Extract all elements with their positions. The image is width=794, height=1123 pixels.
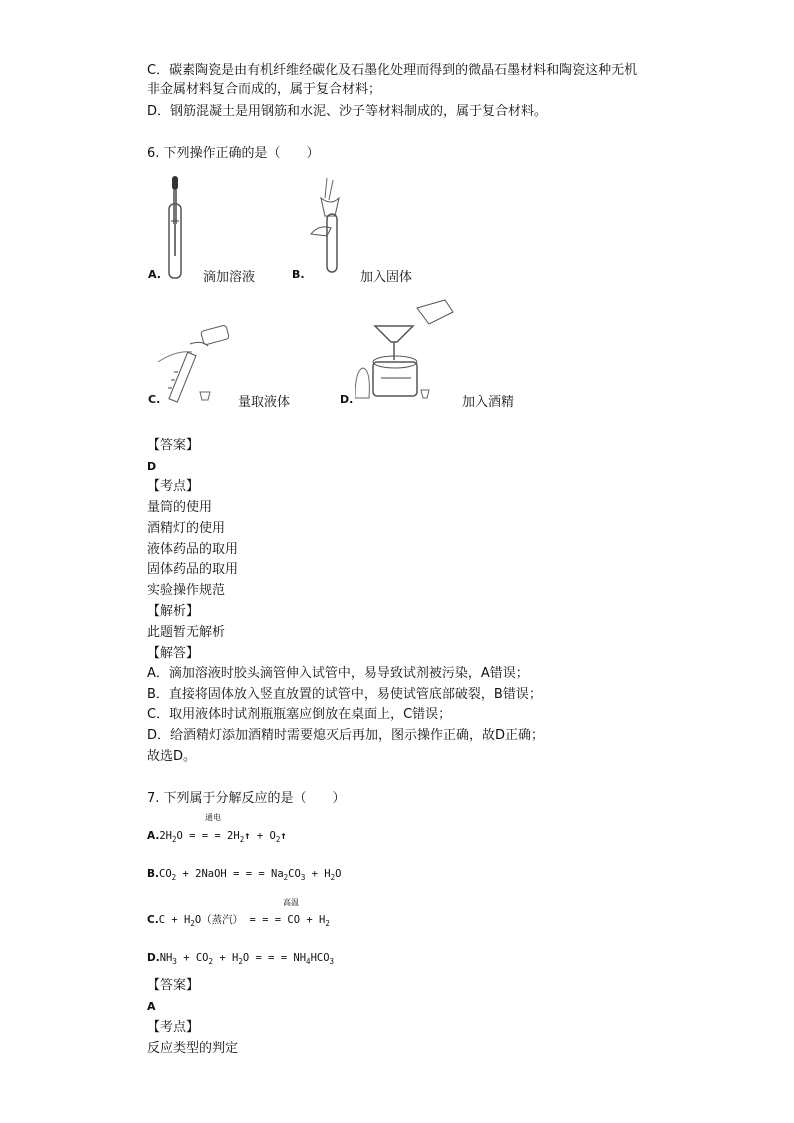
q6-title: 6. 下列操作正确的是（ ） — [147, 146, 320, 161]
q6-option-c-letter: C. — [148, 393, 161, 406]
q6-point: 酒精灯的使用 — [147, 521, 226, 536]
q6-option-a-caption: 滴加溶液 — [203, 270, 256, 285]
measuring-cylinder-figure — [158, 322, 238, 404]
q6-option-a-letter: A. — [148, 268, 161, 281]
q6-option-d-letter: D. — [340, 393, 354, 406]
q6-point: 固体药品的取用 — [147, 562, 239, 577]
adding-solid-figure — [305, 176, 350, 276]
q6-analysis-heading: 【解析】 — [147, 604, 200, 619]
q6-option-b-letter: B. — [292, 268, 305, 281]
q7-option-c: $C.C + H_2O$（蒸汽） = = = CO + $H_2$ — [147, 914, 330, 928]
q6-point: 液体药品的取用 — [147, 542, 239, 557]
q6-solution-line: D．给酒精灯添加酒精时需要熄灭后再加，图示操作正确，故D正确； — [147, 728, 545, 743]
q7-c-condition: 高温 — [283, 898, 299, 907]
q6-option-c-caption: 量取液体 — [238, 395, 291, 410]
q7-option-d: $D.NH_3 + CO_2 + H_2O$ = = = $NH_4HCO_3$ — [147, 952, 335, 966]
q7-title: 7. 下列属于分解反应的是（ ） — [147, 791, 346, 806]
q7-points-heading: 【考点】 — [147, 1020, 200, 1035]
option-c-line1: C．碳素陶瓷是由有机纤维经碳化及石墨化处理而得到的微晶石墨材料和陶瓷这种无机 — [147, 63, 638, 78]
q6-solution-line: B．直接将固体放入竖直放置的试管中，易使试管底部破裂，B错误； — [147, 687, 542, 702]
alcohol-lamp-figure — [355, 298, 465, 404]
q7-point: 反应类型的判定 — [147, 1041, 239, 1056]
q7-answer: A — [147, 1000, 156, 1013]
q6-solution-heading: 【解答】 — [147, 646, 200, 661]
q6-points-heading: 【考点】 — [147, 479, 200, 494]
q6-solution-line: C．取用液体时试剂瓶瓶塞应倒放在桌面上，C错误； — [147, 707, 452, 722]
q7-a-condition: 通电 — [205, 813, 221, 822]
q6-solution-line: A．滴加溶液时胶头滴管伸入试管中，易导致试剂被污染，A错误； — [147, 666, 529, 681]
q6-answer-heading: 【答案】 — [147, 438, 200, 453]
q6-point: 量筒的使用 — [147, 500, 213, 515]
q6-analysis: 此题暂无解析 — [147, 625, 226, 640]
option-c-line2: 非金属材料复合而成的，属于复合材料； — [147, 82, 382, 97]
q7-option-a: $A.2H_2O$ = = = $2H_2↑$ + $O_2↑$ — [147, 830, 287, 844]
q6-answer: D — [147, 460, 157, 473]
q6-option-b-caption: 加入固体 — [360, 270, 413, 285]
q6-point: 实验操作规范 — [147, 583, 226, 598]
q6-option-d-caption: 加入酒精 — [462, 395, 515, 410]
q7-option-b: $B.CO_2$ + 2NaOH = = = $Na_2CO_3 + H_2O$ — [147, 868, 342, 882]
option-d-line: D．钢筋混凝土是用钢筋和水泥、沙子等材料制成的，属于复合材料。 — [147, 104, 548, 119]
dropper-tube-figure — [160, 176, 190, 282]
q6-solution-line: 故选D。 — [147, 749, 197, 764]
q7-answer-heading: 【答案】 — [147, 978, 200, 993]
